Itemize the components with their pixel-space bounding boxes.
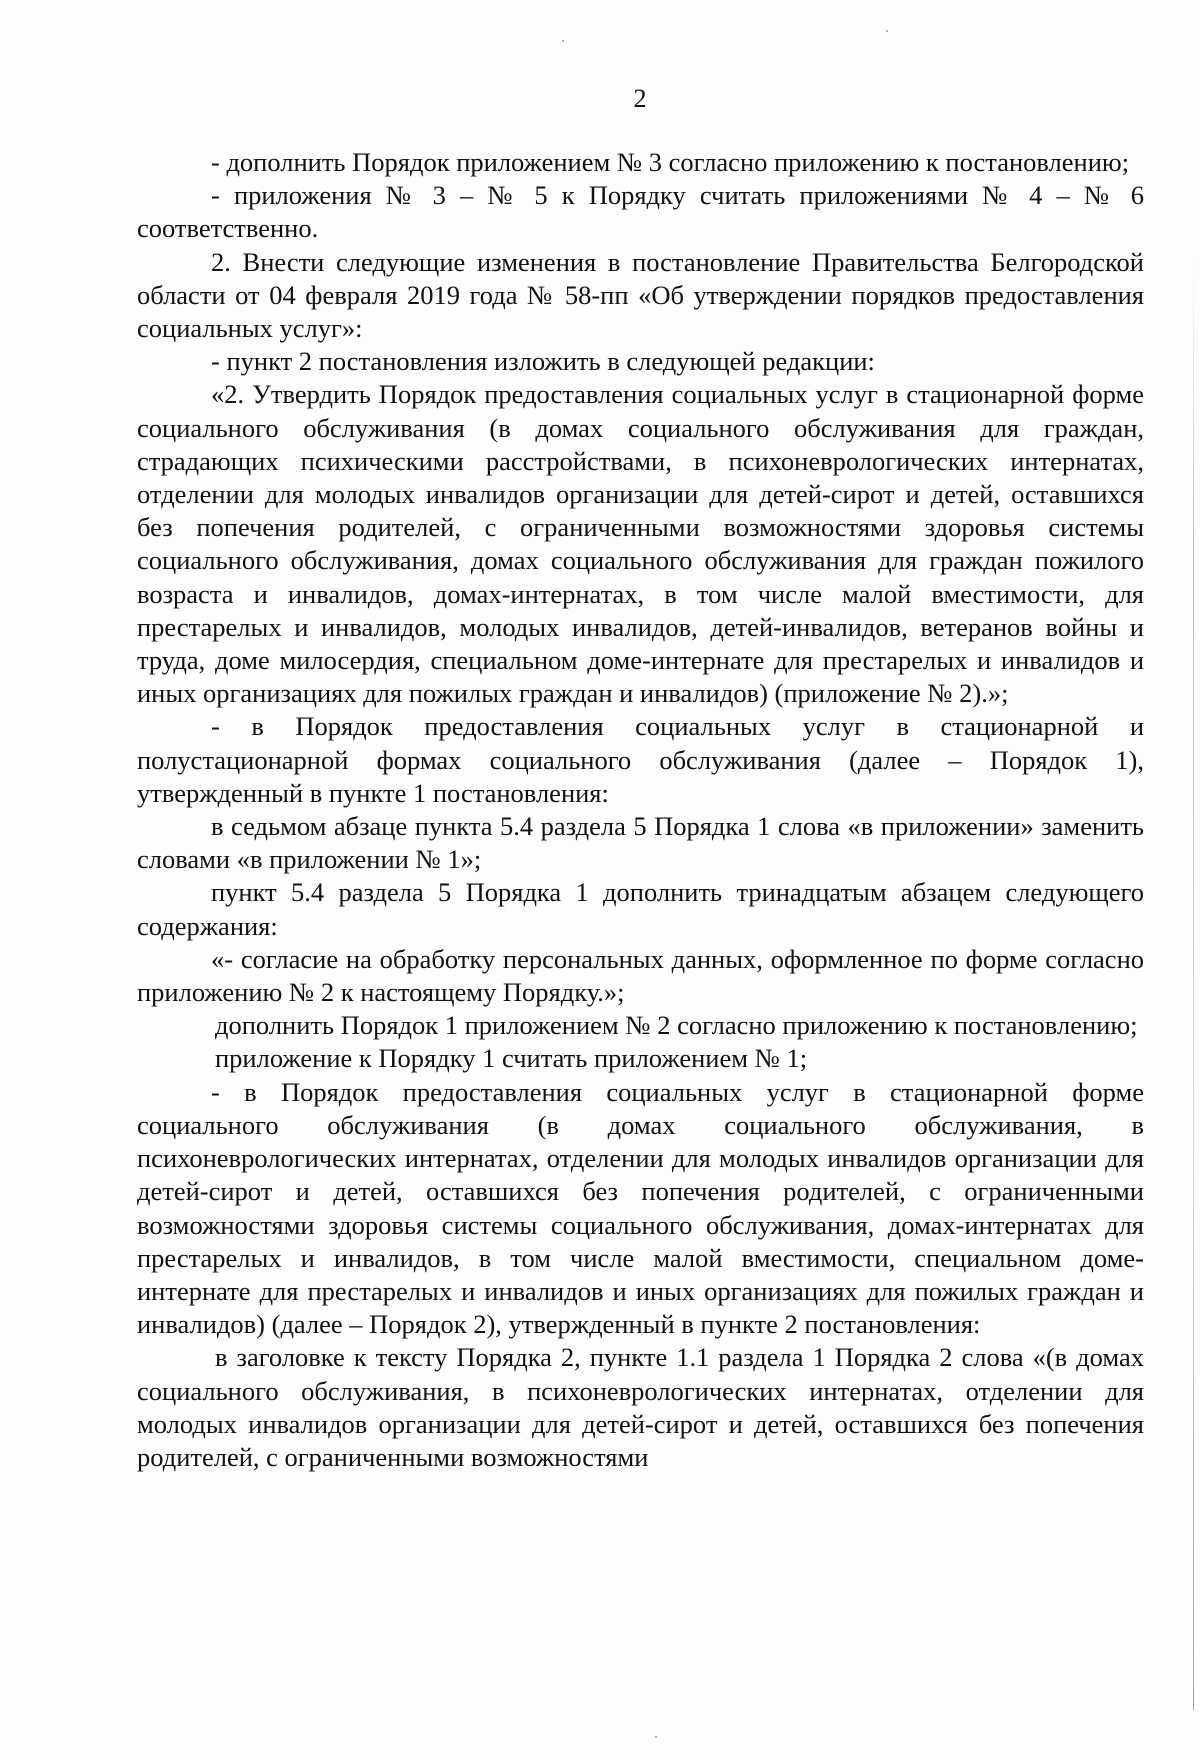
scan-speck-top-right [886, 30, 888, 32]
paragraph-seventh-abzac: в седьмом абзаце пункта 5.4 раздела 5 Порядка 1 слова «в приложении» заменить словами «в приложении № 1»; [137, 811, 1144, 875]
paragraph-approve-order: «2. Утвердить Порядок предоставления социальных услуг в стационарной форме социального обслуживания (в домах социального обслуживания для граждан, страдающих психическими расстройствами, в психоневрологических интернатах, отделении для молодых инвалидов организации для детей-сирот и детей, оставшихся без попечения родителей, с ограниченными возможностями здоровья системы социального обслуживания, домах социального обслуживания для граждан пожилого возраста и инвалидов, домах-интернатах, в том числе малой вместимости, для престарелых и инвалидов, молодых инвалидов, детей-инвалидов, ветеранов войны и труда, доме милосердия, специальном доме-интернате для престарелых и инвалидов и иных организациях для пожилых граждан и инвалидов) (приложение № 2).»; [137, 379, 1144, 709]
paragraph-order-1: - в Порядок предоставления социальных услуг в стационарной и полустационарной формах социального обслуживания (далее – Порядок 1), утвержденный в пункте 1 постановления: [137, 711, 1144, 808]
paragraph-consent: «- согласие на обработку персональных данных, оформленное по форме согласно приложению № 2 к настоящему Порядку.»; [137, 943, 1144, 1008]
paragraph-point-2-edit: - пункт 2 постановления изложить в следующей редакции: [211, 346, 875, 377]
paragraph-appendix-3: - дополнить Порядок приложением № 3 согласно приложению к постановлению; [211, 147, 1130, 177]
paragraph-order-2: - в Порядок предоставления социальных услуг в стационарной форме социального обслуживания (в домах социального обслуживания, в психоневрологических интернатах, отделении для молодых инвалидов организации для детей-сирот и детей, оставшихся без попечения родителей, с ограниченными возможностями здоровья системы социального обслуживания, домах-интернатах для престарелых и инвалидов, в том числе малой вместимости, специальном доме-интернате для престарелых и инвалидов и иных организациях для пожилых граждан и инвалидов) (далее – Порядок 2), утвержденный в пункте 2 постановления: [137, 1076, 1144, 1340]
scan-speck-bottom [655, 1736, 657, 1738]
document-body [137, 146, 1144, 1474]
paragraph-thirteenth-abzac: пункт 5.4 раздела 5 Порядка 1 дополнить тринадцатым абзацем следующего содержания: [137, 877, 1144, 941]
paragraph-item-2: 2. Внести следующие изменения в постановление Правительства Белгородской области от 04 февраля 2019 года № 58-пп «Об утверждении порядков предоставления социальных услуг»: [137, 246, 1144, 344]
paragraph-order-1-appendix-2: дополнить Порядок 1 приложением № 2 согласно приложению к постановлению; [215, 1010, 1138, 1041]
scan-edge-line [1193, 260, 1194, 1710]
page-number: 2 [633, 84, 647, 113]
paragraph-order-2-heading: в заголовке к тексту Порядка 2, пункте 1.1 раздела 1 Порядка 2 слова «(в домах социального обслуживания, в психоневрологических интернатах, отделении для молодых инвалидов организации для детей-сирот и детей, оставшихся без попечения родителей, с ограниченными возможностями [137, 1342, 1144, 1472]
paragraph-order-1-appendix-1: приложение к Порядку 1 считать приложением № 1; [215, 1043, 808, 1074]
scan-speck-top [562, 40, 564, 42]
paragraph-appendices-renumber: - приложения № 3 – № 5 к Порядку считать приложениями № 4 – № 6 соответственно. [137, 180, 1144, 244]
